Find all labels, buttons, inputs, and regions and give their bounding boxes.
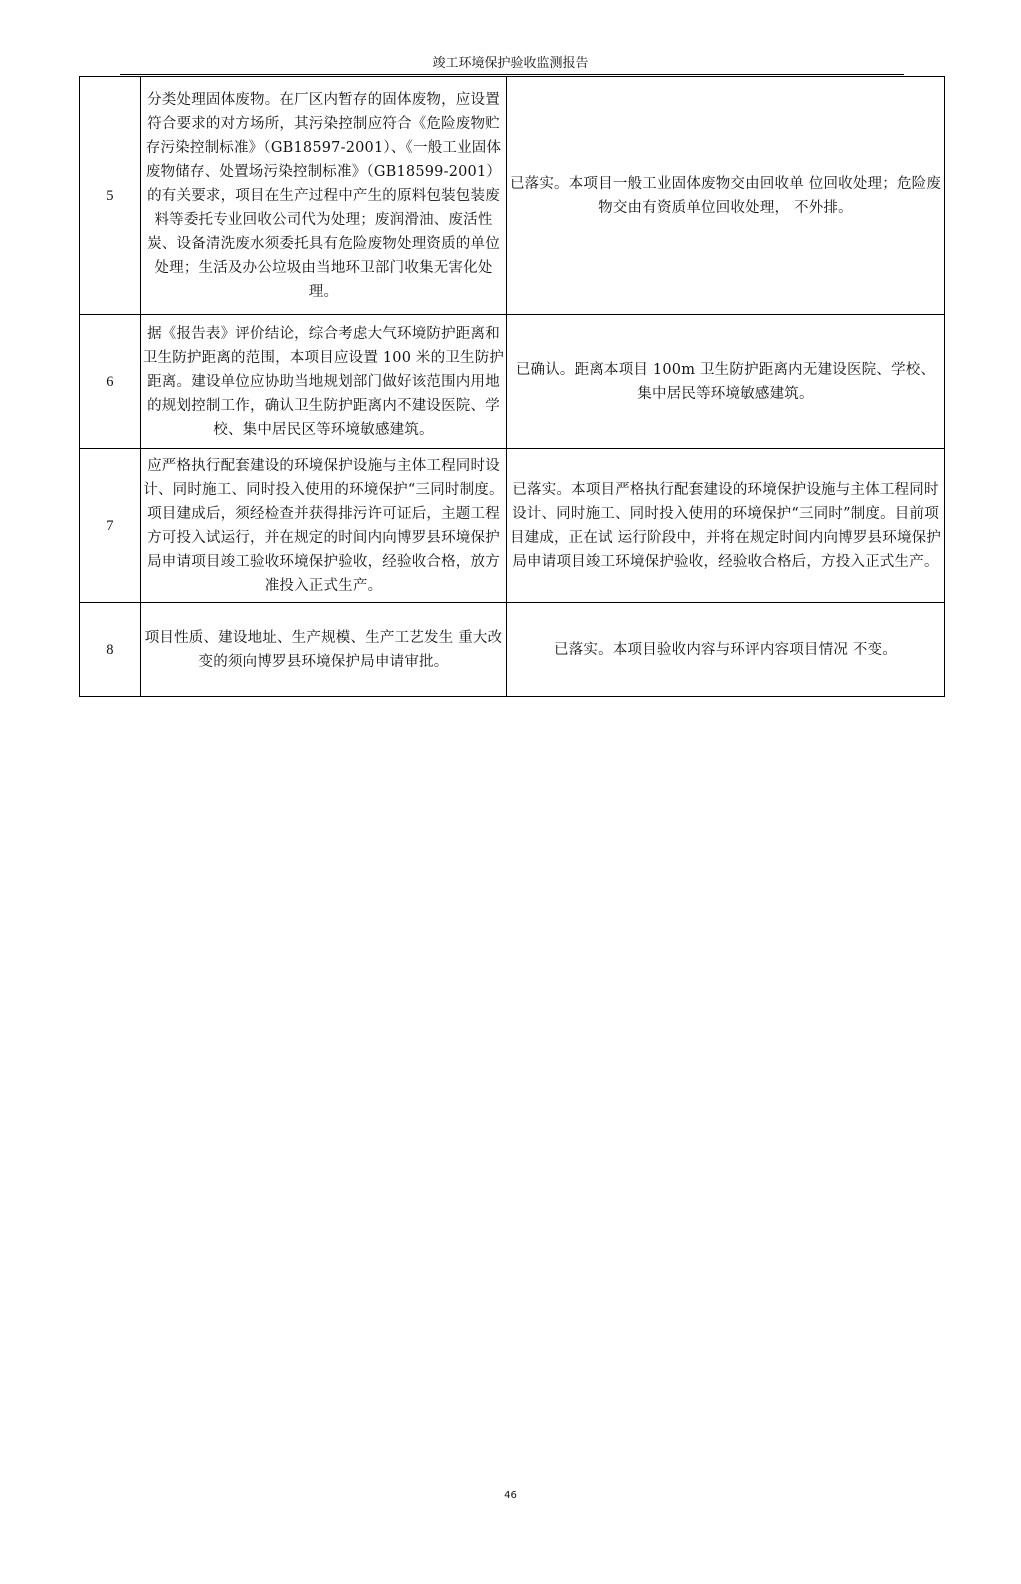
result-cell bbox=[507, 77, 945, 315]
result-cell bbox=[507, 603, 945, 697]
requirement-text: 应严格执行配套建设的环境保护设施与主体工程同时设计、同时施工、同时投入使用的环境保护“三同时制度。项目建成后，须经检查并获得排污许可证后，主题工程方可投入试运行，并在规定的时间内向博罗县环境保护局申请项目竣工验收环境保护验收，经验收合格，放方准投入正式生产。 bbox=[143, 457, 504, 594]
row-number: 6 bbox=[80, 315, 141, 449]
result-cell bbox=[507, 315, 945, 449]
requirement-cell bbox=[141, 603, 507, 697]
result-text: 已落实。本项目严格执行配套建设的环境保护设施与主体工程同时设计、同时施工、同时投入使用的环境保护“三同时”制度。目前项目建成，正在试 运行阶段中，并将在规定时间内向博罗县环境保护局申请项目竣工环境保护验收，经验收合格后，方投入正式生产。 bbox=[509, 481, 942, 570]
running-header: 竣工环境保护验收监测报告 bbox=[432, 56, 589, 71]
table-row bbox=[80, 449, 945, 603]
requirement-cell bbox=[141, 315, 507, 449]
result-text: 已确认。距离本项目 100m 卫生防护距离内无建设医院、学校、集中居民等环境敏感建筑。 bbox=[515, 361, 936, 402]
requirement-cell bbox=[141, 77, 507, 315]
table-row bbox=[80, 603, 945, 697]
row-number: 5 bbox=[80, 77, 141, 315]
row-number: 8 bbox=[80, 603, 141, 697]
requirement-text: 项目性质、建设地址、生产规模、生产工艺发生 重大改变的须向博罗县环境保护局申请审批。 bbox=[144, 629, 503, 670]
page-number: 46 bbox=[504, 1490, 517, 1501]
requirement-text: 分类处理固体废物。在厂区内暂存的固体废物，应设置符合要求的对方场所，其污染控制应符合《危险废物贮存污染控制标准》（GB18597-2001）、《一般工业固体废物储存、处置场污染控制标准》（GB18599-2001）的有关要求，项目在生产过程中产生的原料包装包装废料等委托专业回收公司代为处理；废润滑油、废活性炭、设备清洗废水须委托具有危险废物处理资质的单位处理；生活及办公垃圾由当地环卫部门收集无害化处理。 bbox=[145, 91, 502, 300]
requirement-text: 据《报告表》评价结论，综合考虑大气环境防护距离和卫生防护距离的范围，本项目应设置 100 米的卫生防护距离。建设单位应协助当地规划部门做好该范围内用地的规划控制工作，确认卫生防护距离内不建设医院、学校、集中居民区等环境敏感建筑。 bbox=[142, 325, 505, 438]
requirement-cell bbox=[141, 449, 507, 603]
table-row bbox=[80, 315, 945, 449]
result-text: 已落实。本项目验收内容与环评内容项目情况 不变。 bbox=[554, 641, 897, 658]
table-row bbox=[80, 77, 945, 315]
result-text: 已落实。本项目一般工业固体废物交由回收单 位回收处理；危险废物交由有资质单位回收处理， 不外排。 bbox=[509, 175, 942, 216]
result-cell bbox=[507, 449, 945, 603]
row-number: 7 bbox=[80, 449, 141, 603]
header-rule bbox=[120, 74, 904, 75]
requirements-table bbox=[79, 76, 945, 697]
